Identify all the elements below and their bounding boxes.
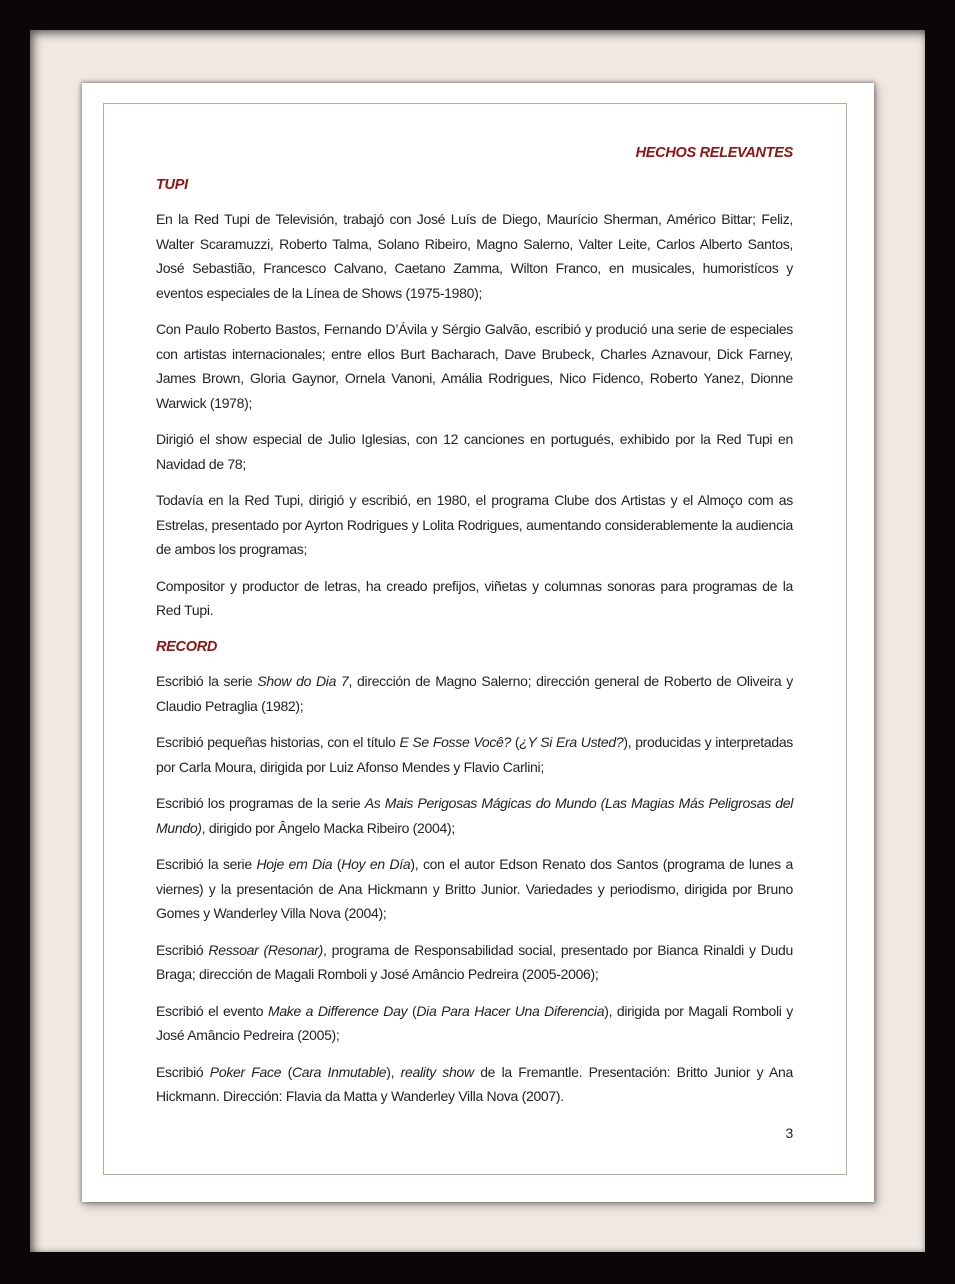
paragraph: Dirigió el show especial de Julio Iglesias, con 12 canciones en portugués, exhibido por la Red Tupi en Navidad de 78;: [156, 431, 793, 472]
paragraph: Con Paulo Roberto Bastos, Fernando D’Ávila y Sérgio Galvão, escribió y produció una serie de especiales con artistas internacionales; entre ellos Burt Bacharach, Dave Brubeck, Charles Aznavour, Dick Farney, James Brown, Gloria Gaynor, Ornela Vanoni, Amália Rodrigues, Nico Fidenco, Roberto Yanez, Dionne Warwick (1978);: [156, 321, 793, 411]
page-content: [156, 141, 793, 1145]
paragraph: Escribió el evento Make a Difference Day (Dia Para Hacer Una Diferencia), dirigida por Magali Romboli y José Amâncio Pedreira (2005);: [156, 1002, 793, 1043]
paragraph: Escribió pequeñas historias, con el título E Se Fosse Você? (¿Y Si Era Usted?), producidas y interpretadas por Carla Moura, dirigida por Luiz Afonso Mendes y Flavio Carlini;: [156, 734, 794, 775]
paragraph: Escribió Ressoar (Resonar), programa de Responsabilidad social, presentado por Bianca Rinaldi y Dudu Braga; dirección de Magali Romboli y José Amâncio Pedreira (2005-2006);: [156, 941, 794, 982]
document-page: [82, 83, 874, 1202]
frame-matte: [30, 30, 925, 1252]
section-heading: RECORD: [156, 638, 218, 655]
section-heading: TUPI: [156, 176, 188, 193]
paragraph: Escribió los programas de la serie As Mais Perigosas Mágicas do Mundo (Las Magias Más Peligrosas del Mundo), dirigido por Ângelo Macka Ribeiro (2004);: [156, 795, 794, 836]
paragraph: Todavía en la Red Tupi, dirigió y escribió, en 1980, el programa Clube dos Artistas y el Almoço com as Estrelas, presentado por Ayrton Rodrigues y Lolita Rodrigues, aumentando considerablemente la audiencia de ambos los programas;: [156, 492, 793, 557]
paragraph: Compositor y productor de letras, ha creado prefijos, viñetas y columnas sonoras para programas de la Red Tupi.: [156, 577, 793, 618]
document-header: HECHOS RELEVANTES: [635, 145, 793, 161]
paragraph: Escribió Poker Face (Cara Inmutable), reality show de la Fremantle. Presentación: Britto Junior y Ana Hickmann. Dirección: Flavia da Matta y Wanderley Villa Nova (2007).: [156, 1063, 794, 1104]
page-number: 3: [785, 1124, 793, 1141]
sections-container: [156, 173, 793, 1109]
paragraph: En la Red Tupi de Televisión, trabajó con José Luís de Diego, Maurício Sherman, Américo Bittar; Feliz, Walter Scaramuzzi, Roberto Talma, Solano Ribeiro, Magno Salerno, Valter Leite, Carlos Alberto Santos, José Sebastião, Francesco Calvano, Caetano Zamma, Wilton Franco, en musicales, humoristícos y eventos especiales de la Línea de Shows (1975-1980);: [156, 211, 793, 301]
paragraph: Escribió la serie Show do Dia 7, dirección de Magno Salerno; dirección general de Roberto de Oliveira y Claudio Petraglia (1982);: [156, 673, 794, 714]
paragraph: Escribió la serie Hoje em Dia (Hoy en Día), con el autor Edson Renato dos Santos (programa de lunes a viernes) y la presentación de Ana Hickmann y Britto Junior. Variedades y periodismo, dirigida por Bruno Gomes y Wanderley Villa Nova (2004);: [156, 856, 793, 921]
